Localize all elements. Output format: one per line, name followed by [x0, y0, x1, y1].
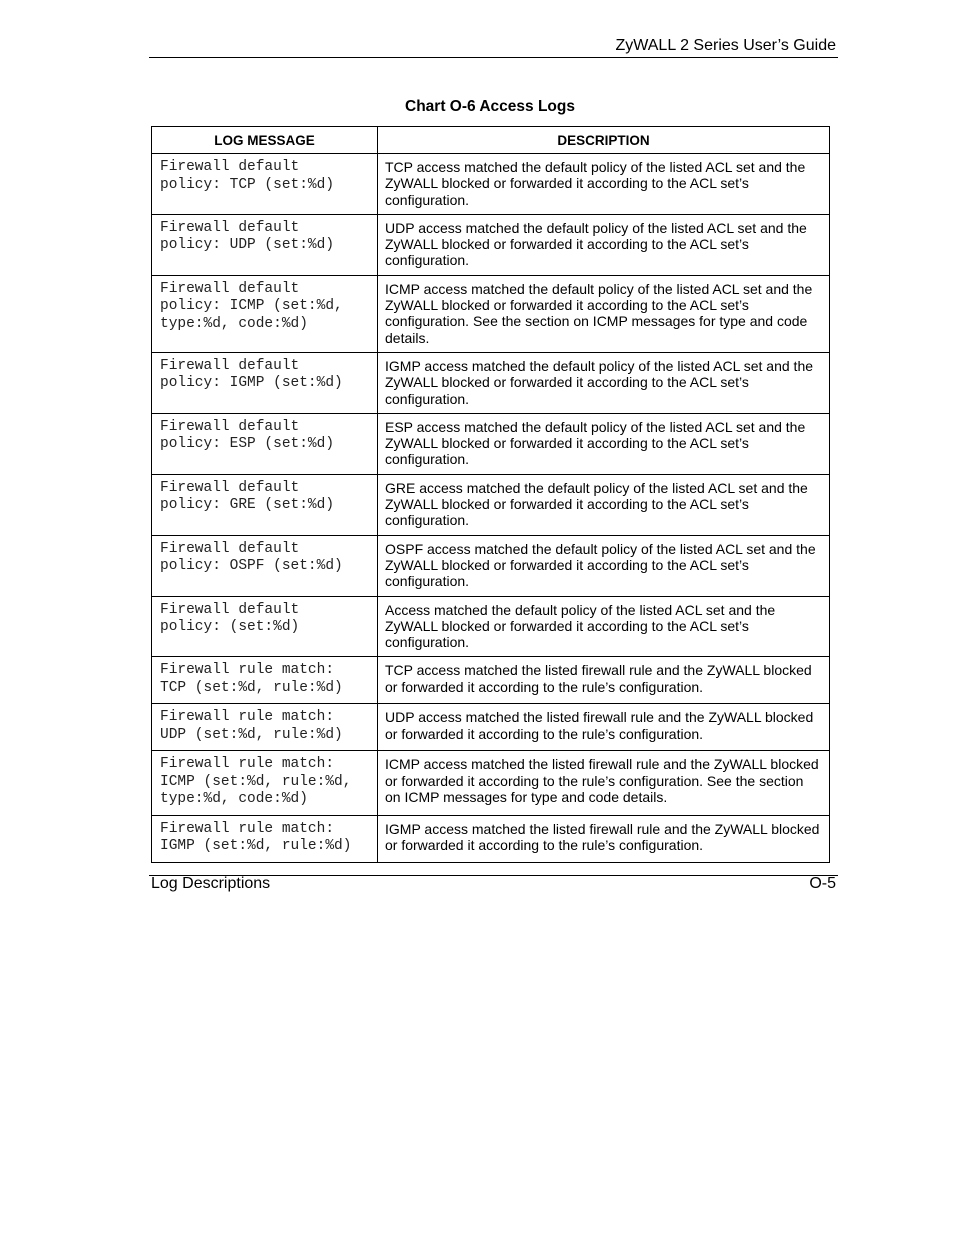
table-row	[152, 352, 830, 413]
description-cell: TCP access matched the default policy of the listed ACL set and the ZyWALL blocked or forwarded it according to the ACL set’s configuration.	[378, 154, 830, 215]
description-cell: GRE access matched the default policy of the listed ACL set and the ZyWALL blocked or forwarded it according to the ACL set’s configuration.	[378, 474, 830, 535]
log-message-cell: Firewall default policy: (set:%d)	[152, 596, 378, 657]
description-cell: ICMP access matched the listed firewall rule and the ZyWALL blocked or forwarded it according to the rule’s configuration. See the section on ICMP messages for type and code details.	[378, 751, 830, 816]
description-cell: OSPF access matched the default policy of the listed ACL set and the ZyWALL blocked or forwarded it according to the ACL set’s configuration.	[378, 535, 830, 596]
description-cell: Access matched the default policy of the listed ACL set and the ZyWALL blocked or forwarded it according to the ACL set’s configuration.	[378, 596, 830, 657]
footer-page-number: O-5	[809, 875, 836, 892]
table-row	[152, 751, 830, 816]
table-row	[152, 275, 830, 352]
column-header-description: DESCRIPTION	[378, 127, 830, 154]
access-logs-table	[151, 126, 830, 863]
table-row	[152, 413, 830, 474]
footer-section-name: Log Descriptions	[151, 875, 271, 892]
description-cell: IGMP access matched the listed firewall rule and the ZyWALL blocked or forwarded it according to the rule’s configuration.	[378, 815, 830, 862]
description-cell: IGMP access matched the default policy of the listed ACL set and the ZyWALL blocked or forwarded it according to the ACL set’s configuration.	[378, 352, 830, 413]
running-header-title: ZyWALL 2 Series User’s Guide	[615, 37, 836, 54]
description-cell: ESP access matched the default policy of the listed ACL set and the ZyWALL blocked or forwarded it according to the ACL set’s configuration.	[378, 413, 830, 474]
log-message-cell: Firewall rule match: ICMP (set:%d, rule:%d, type:%d, code:%d)	[152, 751, 378, 816]
table-row	[152, 596, 830, 657]
chart-caption: Chart O-6 Access Logs	[405, 98, 575, 115]
log-message-cell: Firewall rule match: IGMP (set:%d, rule:%d)	[152, 815, 378, 862]
description-cell: UDP access matched the listed firewall rule and the ZyWALL blocked or forwarded it according to the rule’s configuration.	[378, 704, 830, 751]
log-message-cell: Firewall default policy: ICMP (set:%d, type:%d, code:%d)	[152, 275, 378, 352]
description-cell: ICMP access matched the default policy of the listed ACL set and the ZyWALL blocked or forwarded it according to the ACL set’s configuration. See the section on ICMP messages for type and code details.	[378, 275, 830, 352]
column-header-log-message: LOG MESSAGE	[152, 127, 378, 154]
description-cell: TCP access matched the listed firewall rule and the ZyWALL blocked or forwarded it according to the rule’s configuration.	[378, 657, 830, 704]
log-message-cell: Firewall default policy: ESP (set:%d)	[152, 413, 378, 474]
table-row	[152, 704, 830, 751]
log-message-cell: Firewall rule match: UDP (set:%d, rule:%d)	[152, 704, 378, 751]
table-row	[152, 535, 830, 596]
header-rule	[149, 57, 838, 58]
log-message-cell: Firewall default policy: IGMP (set:%d)	[152, 352, 378, 413]
table-row	[152, 154, 830, 215]
log-message-cell: Firewall default policy: TCP (set:%d)	[152, 154, 378, 215]
table-row	[152, 657, 830, 704]
table-row	[152, 474, 830, 535]
table-header-row	[152, 127, 830, 154]
table-row	[152, 815, 830, 862]
log-message-cell: Firewall default policy: OSPF (set:%d)	[152, 535, 378, 596]
description-cell: UDP access matched the default policy of the listed ACL set and the ZyWALL blocked or forwarded it according to the ACL set’s configuration.	[378, 214, 830, 275]
log-message-cell: Firewall default policy: UDP (set:%d)	[152, 214, 378, 275]
log-message-cell: Firewall rule match: TCP (set:%d, rule:%d)	[152, 657, 378, 704]
table-row	[152, 214, 830, 275]
log-message-cell: Firewall default policy: GRE (set:%d)	[152, 474, 378, 535]
